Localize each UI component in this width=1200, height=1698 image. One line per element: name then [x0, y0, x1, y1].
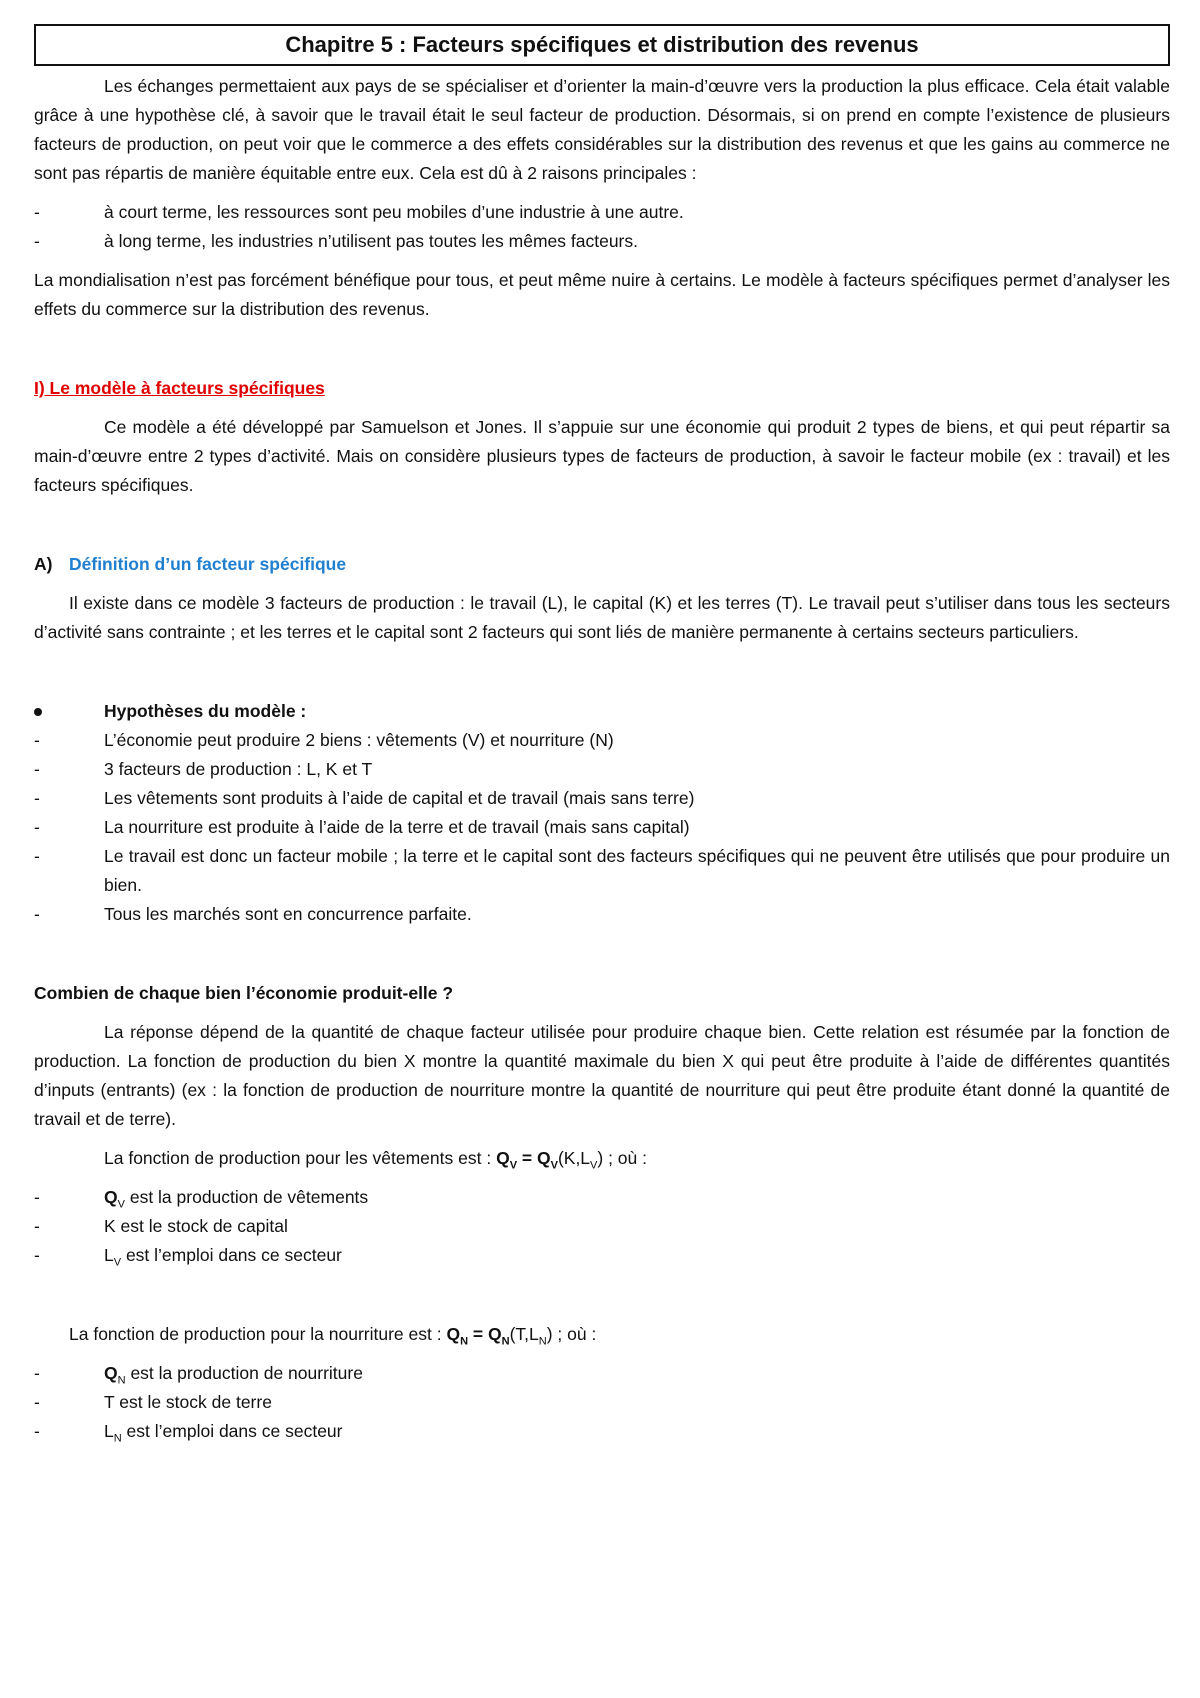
production-paragraph: La réponse dépend de la quantité de chaque facteur utilisée pour produire chaque bien. Cette relation est résumée par la fonction de production. La fonction de production du bien X montre la quantité maximale du bien X qui peut être produite à l’aide de différentes quantités d’inputs (entrants) (ex : la fonction de production de nourriture montre la quantité de nourriture qui peut être produite étant donné la quantité de travail et de terre).	[34, 1022, 1170, 1129]
list-item: - $L_V$ est l’emploi dans ce secteur	[34, 1245, 342, 1269]
clothing-variables-list	[34, 1183, 1170, 1270]
section-heading-1: I) Le modèle à facteurs spécifiques	[34, 378, 325, 398]
list-item: - $Q_V$ est la production de vêtements	[34, 1187, 369, 1211]
list-item: - $Q_N$ est la production de nourriture	[34, 1363, 363, 1387]
subsection-heading-a: A) Définition d’un facteur spécifique	[34, 554, 347, 574]
section1-paragraph: Ce modèle a été développé par Samuelson et Jones. Il s’appuie sur une économie qui produit 2 types de biens, et qui peut répartir sa main-d’œuvre entre 2 types d’activité. Mais on considère plusieurs types de facteurs de production, à savoir le facteur mobile (ex : travail) et les facteurs spécifiques.	[34, 417, 1170, 495]
intro-paragraph-1: Les échanges permettaient aux pays de se spécialiser et d’orienter la main-d’œuvre vers la production la plus efficace. Cela était valable grâce à une hypothèse clé, à savoir que le travail était le seul facteur de production. Désormais, si on prend en compte l’existence de plusieurs facteurs de production, on peut voir que le commerce a des effets considérables sur la distribution des revenus et que les gains au commerce ne sont pas répartis de manière équitable entre eux. Cela est dû à 2 raisons principales :	[34, 76, 1170, 183]
hypotheses-list	[34, 726, 1170, 929]
document-page	[34, 24, 1170, 1446]
sectionA-paragraph: Il existe dans ce modèle 3 facteurs de production : le travail (L), le capital (K) et les terres (T). Le travail peut s’utiliser dans tous les secteurs d’activité sans contrainte ; et les terres et le capital sont 2 facteurs qui sont liés de manière permanente à certains secteurs particuliers.	[34, 593, 1170, 642]
list-item: - à court terme, les ressources sont peu mobiles d’une industrie à une autre.	[34, 202, 684, 222]
list-item: - Les vêtements sont produits à l’aide de capital et de travail (mais sans terre)	[34, 788, 695, 808]
list-item: - T est le stock de terre	[34, 1392, 272, 1412]
clothing-function: La fonction de production pour les vêtements est : $Q_V = Q_V(K,L_V)$ ; où :	[104, 1148, 647, 1172]
list-item: - $L_N$ est l’emploi dans ce secteur	[34, 1421, 343, 1445]
intro-paragraph-2: La mondialisation n’est pas forcément bénéfique pour tous, et peut même nuire à certains. Le modèle à facteurs spécifiques permet d’analyser les effets du commerce sur la distribution des revenus.	[34, 270, 1170, 319]
food-function: La fonction de production pour la nourriture est : $Q_N = Q_N(T,L_N)$ ; où :	[69, 1324, 597, 1348]
list-item: - à long terme, les industries n’utilisent pas toutes les mêmes facteurs.	[34, 231, 638, 251]
food-variables-list	[34, 1359, 1170, 1446]
bullet-icon	[34, 708, 42, 716]
list-item: - La nourriture est produite à l’aide de la terre et de travail (mais sans capital)	[34, 817, 690, 837]
intro-list	[34, 198, 1170, 256]
list-item: - L’économie peut produire 2 biens : vêtements (V) et nourriture (N)	[34, 730, 614, 750]
chapter-title: Chapitre 5 : Facteurs spécifiques et distribution des revenus	[34, 24, 1170, 66]
list-item: - Le travail est donc un facteur mobile ; la terre et le capital sont des facteurs spécifiques qui ne peuvent être utilisés que pour produire un bien.	[34, 846, 1170, 895]
production-heading: Combien de chaque bien l’économie produit-elle ?	[34, 983, 454, 1003]
hypotheses-heading: Hypothèses du modèle :	[34, 697, 1170, 726]
list-item: - K est le stock de capital	[34, 1216, 288, 1236]
list-item: - Tous les marchés sont en concurrence parfaite.	[34, 904, 472, 924]
list-item: - 3 facteurs de production : L, K et T	[34, 759, 373, 779]
